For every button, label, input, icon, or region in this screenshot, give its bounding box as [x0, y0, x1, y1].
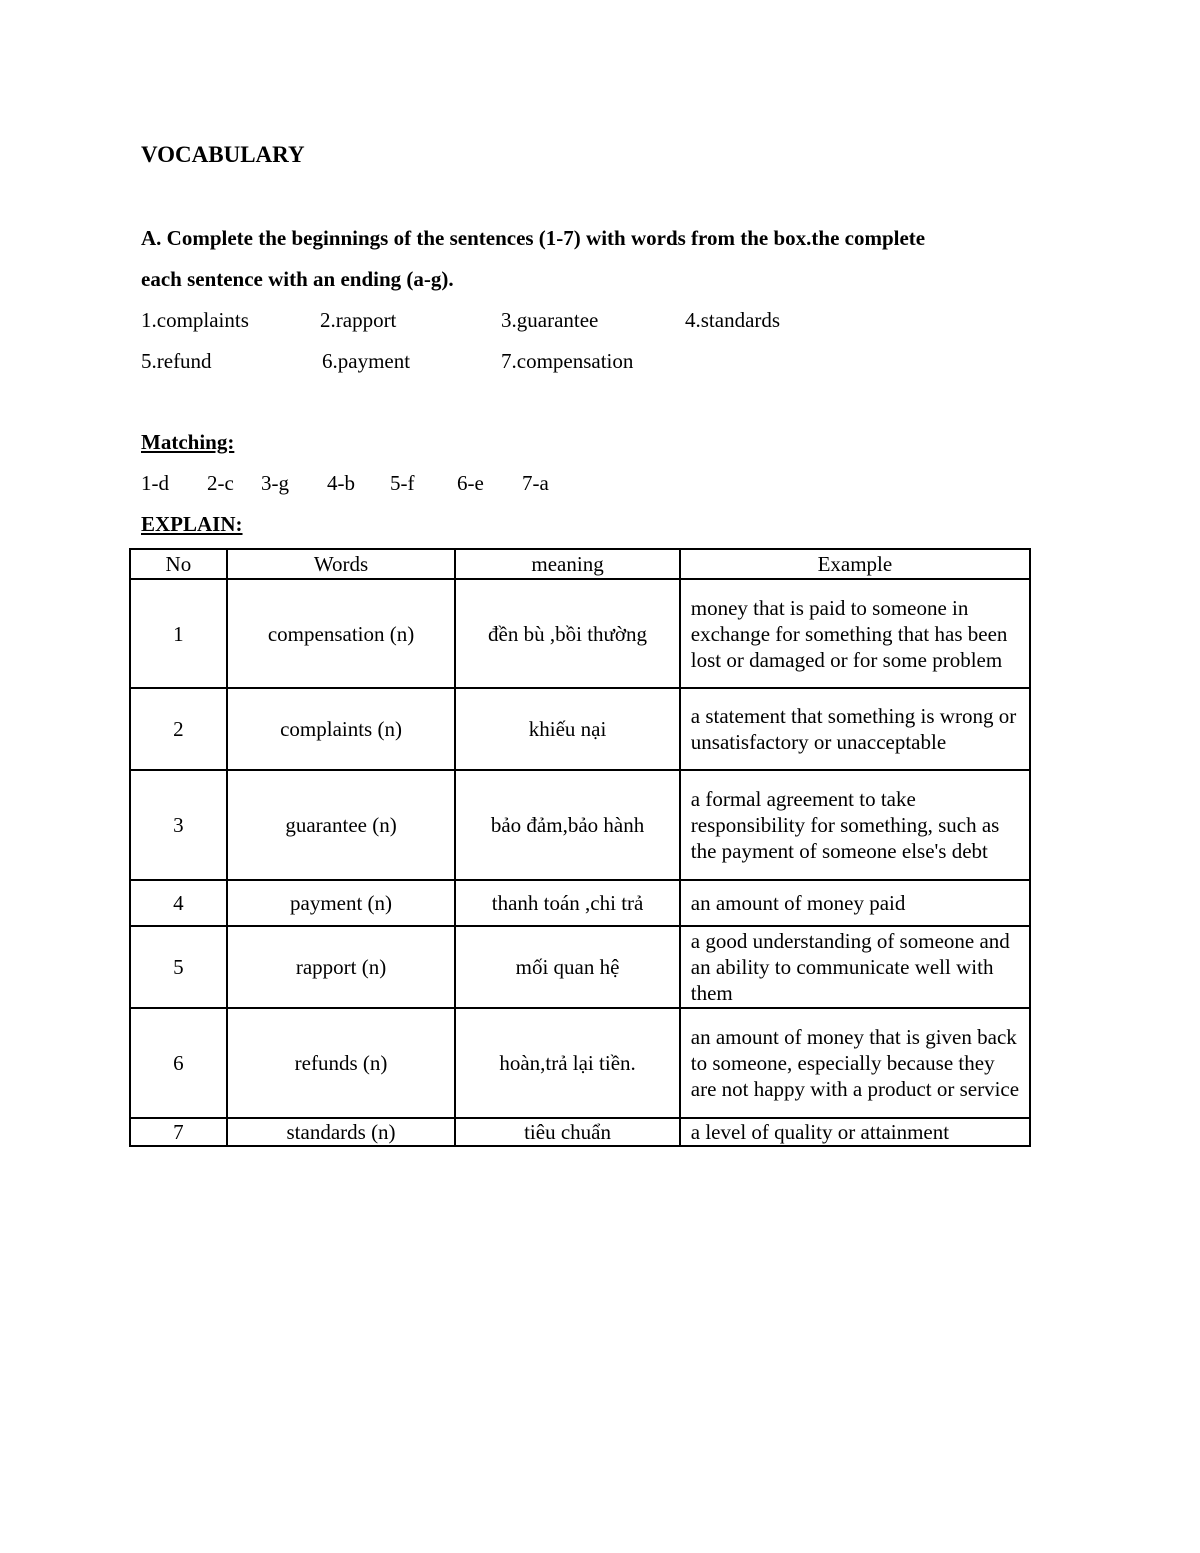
cell-meaning: hoàn,trả lại tiền. — [455, 1008, 679, 1118]
word-box-item: 7.compensation — [501, 349, 634, 373]
cell-example: an amount of money paid — [680, 880, 1030, 926]
cell-example: money that is paid to someone in exchange for something that has been lost or damaged or for some problem — [680, 579, 1030, 688]
cell-no: 2 — [130, 688, 227, 770]
cell-no: 3 — [130, 770, 227, 880]
word-box-item: 1.complaints — [141, 308, 249, 332]
cell-no: 6 — [130, 1008, 227, 1118]
table-row — [130, 770, 1030, 880]
matching-pair: 7-a — [522, 471, 549, 495]
word-box-item: 3.guarantee — [501, 308, 599, 332]
explain-heading: EXPLAIN: — [141, 512, 243, 536]
word-box-item: 2.rapport — [320, 308, 397, 332]
table-row — [130, 688, 1030, 770]
page-title: VOCABULARY — [141, 142, 305, 167]
cell-word: complaints (n) — [227, 688, 456, 770]
table-header-row — [130, 549, 1030, 579]
cell-word: standards (n) — [227, 1118, 456, 1146]
cell-word: guarantee (n) — [227, 770, 456, 880]
word-box-item: 5.refund — [141, 349, 212, 373]
vocabulary-table — [129, 548, 1031, 1147]
table-row — [130, 579, 1030, 688]
word-box-item: 4.standards — [685, 308, 781, 332]
matching-pair: 4-b — [327, 471, 355, 495]
cell-word: refunds (n) — [227, 1008, 456, 1118]
instruction-line-2: each sentence with an ending (a-g). — [141, 267, 454, 291]
header-meaning: meaning — [455, 549, 679, 579]
cell-meaning: bảo đảm,bảo hành — [455, 770, 679, 880]
cell-no: 4 — [130, 880, 227, 926]
header-no: No — [130, 549, 227, 579]
cell-example: a good understanding of someone and an ability to communicate well with them — [680, 926, 1030, 1008]
cell-no: 5 — [130, 926, 227, 1008]
cell-example: a statement that something is wrong or unsatisfactory or unacceptable — [680, 688, 1030, 770]
cell-meaning: đền bù ,bồi thường — [455, 579, 679, 688]
matching-pair: 5-f — [390, 471, 415, 495]
cell-example: a formal agreement to take responsibility for something, such as the payment of someone else's debt — [680, 770, 1030, 880]
cell-word: rapport (n) — [227, 926, 456, 1008]
cell-meaning: khiếu nại — [455, 688, 679, 770]
cell-meaning: thanh toán ,chi trả — [455, 880, 679, 926]
table-row — [130, 926, 1030, 1008]
cell-example: an amount of money that is given back to someone, especially because they are not happy with a product or service — [680, 1008, 1030, 1118]
cell-meaning: mối quan hệ — [455, 926, 679, 1008]
matching-heading: Matching: — [141, 430, 235, 454]
cell-example: a level of quality or attainment — [680, 1118, 1030, 1146]
matching-pair: 3-g — [261, 471, 289, 495]
matching-pair: 2-c — [207, 471, 234, 495]
cell-word: payment (n) — [227, 880, 456, 926]
table-row — [130, 880, 1030, 926]
table-row — [130, 1118, 1030, 1146]
instruction-line-1: A. Complete the beginnings of the sentences (1-7) with words from the box.the complete — [141, 226, 926, 250]
header-example: Example — [680, 549, 1030, 579]
cell-meaning: tiêu chuẩn — [455, 1118, 679, 1146]
table-row — [130, 1008, 1030, 1118]
word-box-item: 6.payment — [322, 349, 411, 373]
matching-pair: 1-d — [141, 471, 169, 495]
cell-no: 7 — [130, 1118, 227, 1146]
cell-no: 1 — [130, 579, 227, 688]
cell-word: compensation (n) — [227, 579, 456, 688]
matching-pair: 6-e — [457, 471, 484, 495]
header-words: Words — [227, 549, 456, 579]
